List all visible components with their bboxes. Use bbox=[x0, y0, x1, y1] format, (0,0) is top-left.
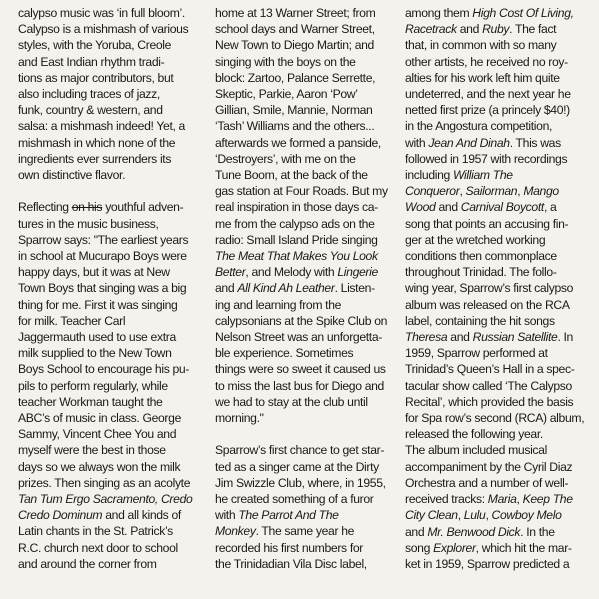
paragraph bbox=[405, 5, 587, 572]
text-run: released the following year. bbox=[405, 427, 543, 442]
text-line bbox=[405, 491, 587, 507]
italic-title: Better bbox=[215, 265, 246, 280]
text-run: throughout Trinidad. The follo- bbox=[405, 265, 557, 280]
text-run: Sparrow says: "The earliest years bbox=[18, 232, 189, 247]
text-run: and bbox=[447, 330, 473, 345]
text-run: other artists, he received no roy- bbox=[405, 54, 568, 69]
text-run: Nelson Street was an unforgetta- bbox=[215, 330, 382, 345]
text-line bbox=[215, 442, 397, 458]
italic-title: Lulu bbox=[463, 508, 486, 523]
paragraph bbox=[18, 199, 200, 572]
text-run: among them bbox=[405, 6, 473, 20]
text-run: ABC’s of music in class. George bbox=[18, 411, 182, 426]
text-run: for milk. Teacher Carl bbox=[18, 313, 126, 328]
text-line bbox=[405, 216, 587, 232]
text-run: pils to perform regularly, while bbox=[18, 378, 168, 393]
text-run: for Spa row’s second (RCA) album, bbox=[405, 411, 585, 426]
text-run: ‘Tash’ Williams and the others... bbox=[215, 119, 375, 134]
text-line bbox=[405, 199, 587, 215]
text-line bbox=[405, 345, 587, 361]
text-line bbox=[18, 459, 200, 475]
text-line bbox=[215, 199, 397, 215]
text-run: , bbox=[459, 184, 466, 199]
italic-title: Maria bbox=[487, 492, 517, 507]
text-line bbox=[405, 378, 587, 394]
text-run: Tune Boom, at the back of the bbox=[215, 168, 368, 183]
text-line bbox=[215, 556, 397, 572]
text-run: salsa: a mishmash indeed! Yet, a bbox=[18, 119, 185, 134]
text-run: accompaniment by the Cyril Diaz bbox=[405, 459, 573, 474]
text-run: tures in the music business, bbox=[18, 216, 159, 231]
text-line bbox=[405, 118, 587, 134]
text-line bbox=[215, 37, 397, 53]
text-run: album was released on the RCA bbox=[405, 297, 570, 312]
text-line bbox=[215, 329, 397, 345]
text-line bbox=[18, 264, 200, 280]
italic-title: Mr. Benwood Dick bbox=[427, 524, 521, 539]
text-line bbox=[18, 313, 200, 329]
text-line bbox=[215, 232, 397, 248]
text-run: Skeptic, Parkie, Aaron ‘Pow’ bbox=[215, 87, 358, 102]
text-run: with bbox=[215, 508, 239, 523]
text-line bbox=[405, 280, 587, 296]
text-line bbox=[18, 378, 200, 394]
text-line bbox=[18, 475, 200, 491]
text-run: recorded his first numbers for bbox=[215, 540, 363, 555]
text-run: gas station at Four Roads. But my bbox=[215, 184, 388, 199]
italic-title: Russian Satellite bbox=[472, 330, 558, 345]
text-run: ger at the wretched working bbox=[405, 232, 546, 247]
text-run: tions as major contributors, but bbox=[18, 70, 174, 85]
text-run: and bbox=[405, 524, 428, 539]
text-line bbox=[405, 183, 587, 199]
italic-title: Keep The bbox=[522, 492, 573, 507]
text-run: , bbox=[457, 508, 464, 523]
text-run: song bbox=[405, 540, 434, 555]
text-line bbox=[18, 491, 200, 507]
text-line bbox=[405, 410, 587, 426]
text-run: and all kinds of bbox=[102, 508, 181, 523]
text-line bbox=[18, 345, 200, 361]
text-line bbox=[215, 507, 397, 523]
text-run: conditions then commonplace bbox=[405, 249, 557, 264]
text-run: afterwards we formed a panside, bbox=[215, 135, 381, 150]
paragraph bbox=[215, 442, 397, 572]
text-line bbox=[18, 118, 200, 134]
text-line bbox=[215, 491, 397, 507]
text-line bbox=[405, 232, 587, 248]
text-line bbox=[215, 264, 397, 280]
text-line bbox=[215, 540, 397, 556]
italic-title: Carnival Boycott bbox=[460, 200, 544, 215]
text-run: ing and learning from the bbox=[215, 297, 342, 312]
text-run: . This was bbox=[509, 135, 561, 150]
text-line bbox=[18, 280, 200, 296]
text-line bbox=[18, 297, 200, 313]
text-line bbox=[215, 118, 397, 134]
italic-title: Explorer bbox=[433, 540, 476, 555]
text-run: thing for me. First it was singing bbox=[18, 297, 178, 312]
text-line bbox=[18, 21, 200, 37]
text-line bbox=[405, 264, 587, 280]
text-run: real inspiration in those days ca- bbox=[215, 200, 378, 215]
paragraph bbox=[18, 5, 200, 183]
text-run: Jaggermauth used to use extra bbox=[18, 330, 176, 345]
text-run: teacher Workman taught the bbox=[18, 394, 163, 409]
text-line bbox=[405, 86, 587, 102]
italic-title: Sailorman bbox=[465, 184, 518, 199]
text-line bbox=[215, 5, 397, 21]
text-run: happy days, but it was at New bbox=[18, 265, 170, 280]
text-run: mishmash in which none of the bbox=[18, 135, 176, 150]
text-run: ket in 1959, Sparrow predicted a bbox=[405, 556, 570, 571]
text-line bbox=[18, 523, 200, 539]
text-line bbox=[405, 37, 587, 53]
italic-title: Ruby bbox=[482, 22, 510, 37]
text-line bbox=[18, 232, 200, 248]
text-run: me from the calypso ads on the bbox=[215, 216, 375, 231]
text-run: school days and Warner Street, bbox=[215, 22, 375, 37]
text-line bbox=[18, 54, 200, 70]
text-run: prizes. Then singing as an acolyte bbox=[18, 475, 191, 490]
paragraph-gap bbox=[215, 426, 397, 442]
text-run: own distinctive flavor. bbox=[18, 168, 126, 183]
text-column-1 bbox=[18, 5, 200, 572]
italic-title: High Cost Of Living, bbox=[472, 6, 574, 20]
text-run: things were so sweet it caused us bbox=[215, 362, 386, 377]
text-line bbox=[215, 297, 397, 313]
text-line bbox=[215, 459, 397, 475]
italic-title: Credo Dominum bbox=[18, 508, 103, 523]
text-run: Calypso is a mishmash of various bbox=[18, 22, 189, 37]
text-run: Reflecting bbox=[18, 200, 72, 215]
text-run: styles, with the Yoruba, Creole bbox=[18, 38, 172, 53]
text-run: he created something of a furor bbox=[215, 492, 374, 507]
text-line bbox=[405, 540, 587, 556]
text-line bbox=[18, 151, 200, 167]
text-run: block: Zartoo, Palance Serrette, bbox=[215, 70, 376, 85]
text-line bbox=[215, 21, 397, 37]
text-run: alties for his work left him quite bbox=[405, 70, 560, 85]
text-line bbox=[405, 167, 587, 183]
paragraph-gap bbox=[18, 183, 200, 199]
text-run: singing with the boys on the bbox=[215, 54, 356, 69]
text-line bbox=[405, 475, 587, 491]
text-run: that, in common with so many bbox=[405, 38, 557, 53]
text-run: ingredients ever surrenders its bbox=[18, 151, 172, 166]
text-line bbox=[18, 86, 200, 102]
italic-title: All Kind Ah Leather bbox=[237, 281, 335, 296]
text-run: Trinidad’s Queen’s Hall in a spec- bbox=[405, 362, 575, 377]
text-line bbox=[215, 151, 397, 167]
text-line bbox=[405, 21, 587, 37]
text-run: also including traces of jazz, bbox=[18, 87, 160, 102]
text-line bbox=[18, 394, 200, 410]
text-line bbox=[405, 54, 587, 70]
text-run: home at 13 Warner Street; from bbox=[215, 6, 376, 20]
text-line bbox=[215, 394, 397, 410]
italic-title: Conqueror bbox=[405, 184, 460, 199]
italic-title: Jean And Dinah bbox=[428, 135, 510, 150]
text-line bbox=[18, 507, 200, 523]
text-run: tacular show called ‘The Calypso bbox=[405, 378, 572, 393]
text-run: label, containing the hit songs bbox=[405, 313, 555, 328]
text-run: , which hit the mar- bbox=[475, 540, 572, 555]
text-line bbox=[215, 216, 397, 232]
text-run: R.C. church next door to school bbox=[18, 540, 178, 555]
text-line bbox=[215, 183, 397, 199]
text-line bbox=[405, 329, 587, 345]
text-run: . In bbox=[557, 330, 573, 345]
italic-title: William The bbox=[453, 168, 513, 183]
italic-title: City Clean bbox=[405, 508, 458, 523]
text-line bbox=[215, 475, 397, 491]
text-line bbox=[18, 216, 200, 232]
text-run: we had to stay at the club until bbox=[215, 394, 368, 409]
text-line bbox=[405, 313, 587, 329]
text-line bbox=[405, 394, 587, 410]
text-run: and around the corner from bbox=[18, 556, 157, 571]
text-line bbox=[405, 5, 587, 21]
text-run: ‘Destroyers’, with me on the bbox=[215, 151, 356, 166]
text-run: 1959, Sparrow performed at bbox=[405, 346, 548, 361]
text-run: on his bbox=[71, 200, 103, 215]
text-line bbox=[405, 426, 587, 442]
text-line bbox=[18, 361, 200, 377]
text-line bbox=[18, 426, 200, 442]
text-line bbox=[215, 102, 397, 118]
text-line bbox=[18, 167, 200, 183]
text-run: ted as a singer came at the Dirty bbox=[215, 459, 379, 474]
text-run: Jim Swizzle Club, where, in 1955, bbox=[215, 475, 386, 490]
text-run: and bbox=[215, 281, 238, 296]
italic-title: Cowboy Melo bbox=[491, 508, 562, 523]
text-run: and bbox=[456, 22, 483, 37]
text-run: calypsonians at the Spike Club on bbox=[215, 313, 388, 328]
text-line bbox=[18, 556, 200, 572]
text-line bbox=[18, 199, 200, 215]
text-line bbox=[215, 54, 397, 70]
text-line bbox=[18, 102, 200, 118]
text-line bbox=[18, 37, 200, 53]
text-line bbox=[18, 70, 200, 86]
text-run: ble experience. Sometimes bbox=[215, 346, 354, 361]
text-line bbox=[215, 86, 397, 102]
text-run: radio: Small Island Pride singing bbox=[215, 232, 378, 247]
text-run: with bbox=[405, 135, 429, 150]
text-run: Town Boys that singing was a big bbox=[18, 281, 187, 296]
text-line bbox=[215, 378, 397, 394]
text-column-2 bbox=[215, 5, 397, 572]
text-run: . Listen- bbox=[334, 281, 375, 296]
text-run: Orchestra and a number of well- bbox=[405, 475, 569, 490]
text-run: days so we always won the milk bbox=[18, 459, 181, 474]
text-line bbox=[405, 556, 587, 572]
text-line bbox=[405, 524, 587, 540]
text-run: to miss the last bus for Diego and bbox=[215, 378, 384, 393]
text-line bbox=[405, 248, 587, 264]
text-run: and bbox=[435, 200, 461, 215]
text-run: Boys School to encourage his pu- bbox=[18, 362, 190, 377]
text-line bbox=[405, 442, 587, 458]
text-run: followed in 1957 with recordings bbox=[405, 151, 568, 166]
text-run: morning." bbox=[215, 411, 264, 426]
text-line bbox=[215, 313, 397, 329]
text-run: youthful adven- bbox=[102, 200, 184, 215]
text-line bbox=[215, 70, 397, 86]
text-column-3 bbox=[405, 5, 587, 572]
text-line bbox=[18, 410, 200, 426]
text-run: Latin chants in the St. Patrick’s bbox=[18, 524, 173, 539]
text-run: the Trinidadian Vila Disc label, bbox=[215, 556, 367, 571]
text-run: funk, country & western, and bbox=[18, 103, 163, 118]
text-run: undeterred, and the next year he bbox=[405, 87, 571, 102]
text-line bbox=[215, 361, 397, 377]
text-line bbox=[215, 410, 397, 426]
text-line bbox=[215, 280, 397, 296]
text-run: , bbox=[516, 492, 523, 507]
text-run: song that points an accusing fin- bbox=[405, 216, 569, 231]
text-run: Sammy, Vincent Chee You and bbox=[18, 427, 177, 442]
italic-title: Mango bbox=[523, 184, 559, 199]
italic-title: Racetrack bbox=[405, 22, 457, 37]
text-line bbox=[215, 248, 397, 264]
text-line bbox=[405, 507, 587, 523]
text-line bbox=[215, 523, 397, 539]
text-run: , a bbox=[543, 200, 557, 215]
italic-title: Theresa bbox=[405, 330, 448, 345]
text-run: , and Melody with bbox=[245, 265, 338, 280]
text-line bbox=[215, 345, 397, 361]
text-run: Sparrow’s first chance to get star- bbox=[215, 443, 385, 458]
text-line bbox=[405, 459, 587, 475]
text-line bbox=[215, 135, 397, 151]
text-run: netted first prize (a princely $40!) bbox=[405, 103, 570, 118]
text-run: . In the bbox=[520, 524, 555, 539]
text-line bbox=[405, 102, 587, 118]
text-line bbox=[405, 361, 587, 377]
text-line bbox=[18, 540, 200, 556]
text-run: calypso music was ‘in full bloom’. bbox=[18, 6, 185, 20]
text-run: The album included musical bbox=[405, 443, 547, 458]
text-line bbox=[18, 442, 200, 458]
text-line bbox=[405, 151, 587, 167]
text-run: Gillian, Smile, Mannie, Norman bbox=[215, 103, 373, 118]
text-line bbox=[405, 297, 587, 313]
italic-title: Monkey bbox=[215, 524, 256, 539]
text-line bbox=[18, 5, 200, 21]
text-line bbox=[405, 135, 587, 151]
italic-title: The Parrot And The bbox=[238, 508, 339, 523]
text-run: milk supplied to the New Town bbox=[18, 346, 172, 361]
text-run: including bbox=[405, 168, 453, 183]
text-line bbox=[215, 167, 397, 183]
text-run: in school at Mucurapo Boys were bbox=[18, 249, 187, 264]
text-run: New Town to Diego Martin; and bbox=[215, 38, 374, 53]
text-run: in the Angostura competition, bbox=[405, 119, 553, 134]
text-run: wing year, Sparrow’s first calypso bbox=[405, 281, 574, 296]
text-run: received tracks: bbox=[405, 492, 488, 507]
text-line bbox=[18, 135, 200, 151]
text-run: . The fact bbox=[509, 22, 557, 37]
text-line bbox=[18, 329, 200, 345]
text-run: Recital’, which provided the basis bbox=[405, 394, 574, 409]
italic-title: Wood bbox=[405, 200, 436, 215]
text-run: and East Indian rhythm tradi- bbox=[18, 54, 165, 69]
italic-title: The Meat That Makes You Look bbox=[215, 249, 378, 264]
italic-title: Lingerie bbox=[337, 265, 378, 280]
text-run: myself were the best in those bbox=[18, 443, 166, 458]
text-line bbox=[405, 70, 587, 86]
text-line bbox=[18, 248, 200, 264]
italic-title: Tan Tum Ergo Sacramento, Credo bbox=[18, 492, 193, 507]
text-run: , bbox=[517, 184, 524, 199]
paragraph bbox=[215, 5, 397, 426]
text-run: , bbox=[485, 508, 492, 523]
text-run: . The same year he bbox=[255, 524, 355, 539]
